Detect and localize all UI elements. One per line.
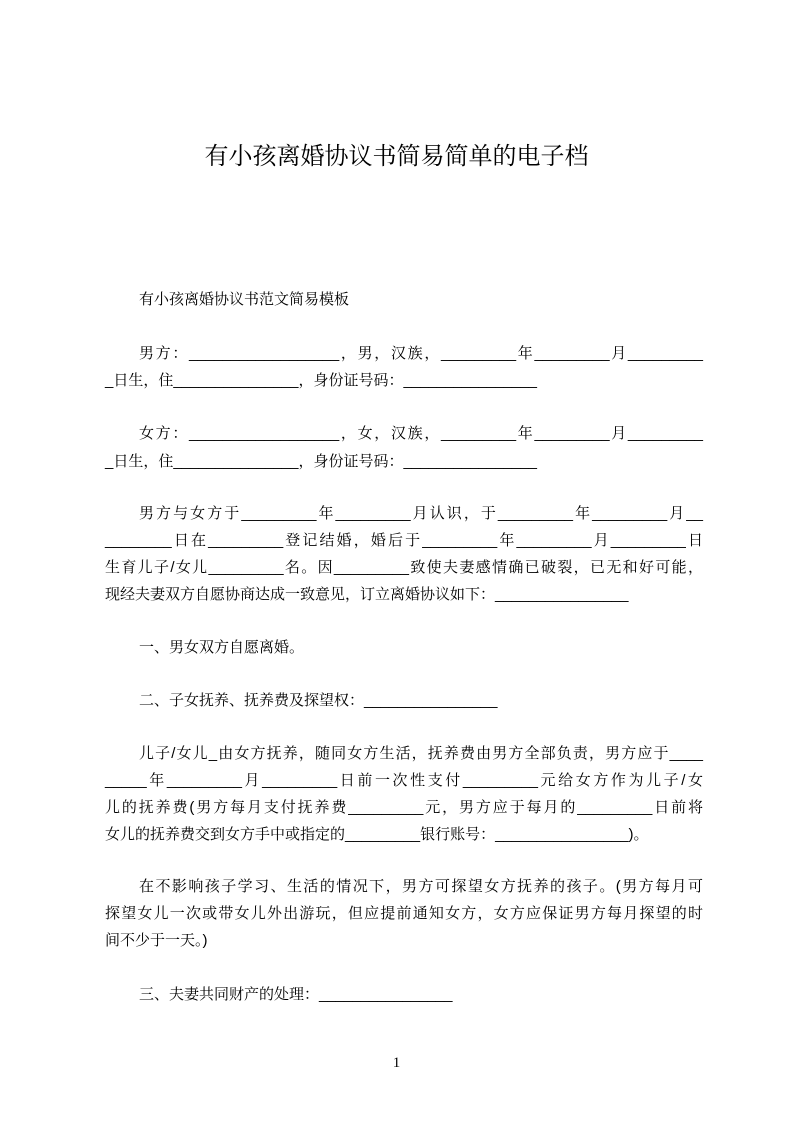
clause-3-heading: 三、夫妻共同财产的处理：________________ bbox=[139, 986, 453, 1003]
custody-line-3: 儿的抚养费(男方每月支付抚养费_________元，男方应于每月的_________日前将 bbox=[105, 799, 703, 816]
visitation-line-3: 间不少于一天。) bbox=[105, 932, 208, 949]
female-party-line-1: 女方：__________________，女，汉族，_________年_________月_________ bbox=[139, 425, 703, 442]
visitation-line-1: 在不影响孩子学习、生活的情况下，男方可探望女方抚养的孩子。(男方每月可 bbox=[139, 878, 703, 895]
custody-line-2: _____年_________月_________日前一次性支付_________元给女方作为儿子/女 bbox=[105, 772, 703, 789]
male-party-line-2: _日生，住_______________，身份证号码：________________ bbox=[105, 372, 537, 389]
page-number: 1 bbox=[392, 1055, 401, 1071]
marriage-line-3: 生育儿子/女儿_________名。因_________致使夫妻感情确已破裂，已无和好可能， bbox=[105, 559, 703, 576]
female-party-line-2: _日生，住_______________，身份证号码：________________ bbox=[105, 453, 537, 470]
male-party-line-1: 男方：__________________，男，汉族，_________年_________月_________ bbox=[139, 345, 703, 362]
document-title: 有小孩离婚协议书简易简单的电子档 bbox=[204, 143, 589, 170]
clause-1-heading: 一、男女双方自愿离婚。 bbox=[139, 639, 305, 656]
subtitle: 有小孩离婚协议书范文简易模板 bbox=[139, 291, 350, 308]
marriage-line-2: ________日在_________登记结婚，婚后于_________年_________月_________日 bbox=[105, 532, 703, 549]
custody-line-4: 女儿的抚养费交到女方手中或指定的_________银行账号：________________)。 bbox=[105, 826, 649, 843]
marriage-line-4: 现经夫妻双方自愿协商达成一致意见，订立离婚协议如下：________________ bbox=[105, 586, 629, 603]
custody-line-1: 儿子/女儿_由女方抚养，随同女方生活，抚养费由男方全部负责，男方应于____ bbox=[139, 745, 703, 762]
clause-2-heading: 二、子女抚养、抚养费及探望权：________________ bbox=[139, 692, 498, 709]
marriage-line-1: 男方与女方于_________年_________月认识，于_________年_________月__ bbox=[139, 505, 703, 522]
visitation-line-2: 探望女儿一次或带女儿外出游玩，但应提前通知女方，女方应保证男方每月探望的时 bbox=[105, 905, 703, 922]
